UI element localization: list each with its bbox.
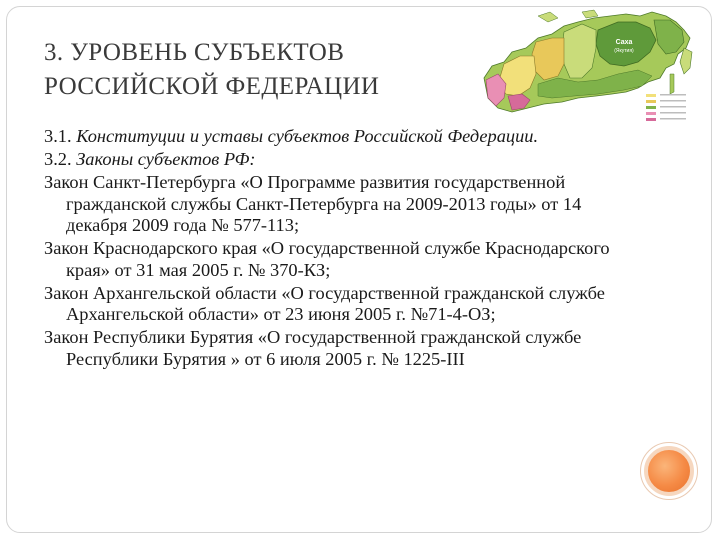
- slide-body: [44, 126, 644, 372]
- paragraph-text: Конституции и уставы субъектов Российской Федерации.: [76, 126, 539, 146]
- map-regions: [484, 10, 692, 112]
- map-legend: [646, 94, 686, 121]
- map-label-yakutia: Саха: [615, 39, 633, 46]
- russia-map-image: [478, 8, 702, 133]
- body-paragraph: [44, 238, 644, 281]
- paragraph-text: Закон Санкт-Петербурга «О Программе развития государственной гражданской службы Санкт-Петербурга на 2009-2013 годы» от 14 декабря 2009 года № 577-113;: [44, 171, 582, 236]
- paragraph-number: 3.1.: [44, 126, 77, 146]
- paragraph-number: 3.2.: [44, 148, 77, 169]
- paragraph-text: Закон Архангельской области «О государственной гражданской службе Архангельской области» от 23 июня 2005 г. №71-4-ОЗ;: [44, 282, 605, 325]
- body-paragraph: [44, 126, 644, 148]
- slide-title-line-2: РОССИЙСКОЙ ФЕДЕРАЦИИ: [44, 73, 380, 100]
- body-paragraph: [44, 327, 644, 370]
- paragraph-text: Закон Республики Бурятия «О государственной гражданской службе Республики Бурятия » от 6 июля 2005 г. № 1225-III: [44, 327, 582, 369]
- slide-title-line-1: 3. УРОВЕНЬ СУБЪЕКТОВ: [44, 39, 345, 66]
- map-label-yakutia-sub: (Якутия): [614, 48, 634, 54]
- slide-title: [44, 36, 484, 108]
- body-paragraph: [44, 283, 644, 326]
- body-paragraph: [44, 149, 644, 171]
- paragraph-text: Законы субъектов РФ:: [76, 148, 256, 169]
- decorative-orange-circle: [644, 446, 694, 496]
- body-paragraph: [44, 172, 644, 237]
- paragraph-text: Закон Краснодарского края «О государственной службе Краснодарского края» от 31 мая 2005 г. № 370-КЗ;: [44, 238, 610, 280]
